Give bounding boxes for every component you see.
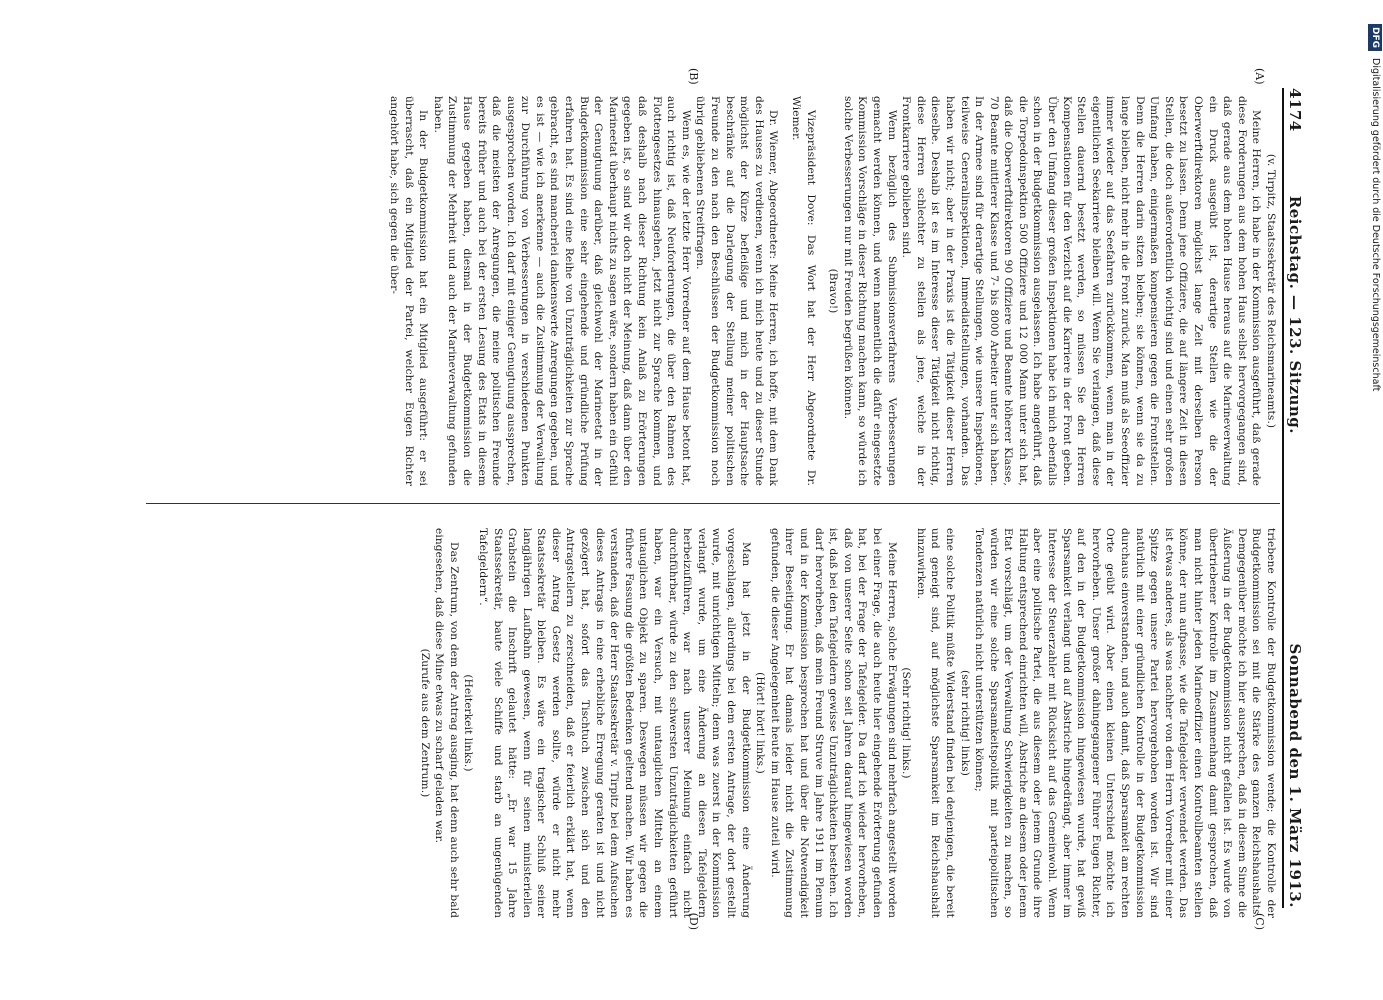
right-column	[417, 528, 1278, 918]
interjection: (Zurufe aus dem Zentrum.)	[418, 648, 431, 798]
page-header	[1286, 88, 1320, 908]
paragraph: Wenn bezüglich des Submissionsverfahrens Verbesserungen gemacht werden können, und wenn namentlich die dafür eingesetzte Kommission Vorschläge in dieser Richtung machen kann, so würde ich solche Verbesserungen nur mit Freuden begrüßen können.	[841, 96, 898, 486]
paragraph: eine solche Politik müßte Widerstand finden bei denjenigen, die bereit und geneigt sind, auf möglichste Sparsamkeit im Reichshaushalt hinzuwirken.	[914, 528, 956, 918]
interjection: (Hört! hört! links.)	[754, 672, 767, 774]
margin-mark-b: (B)	[687, 68, 700, 85]
paragraph: triebene Kontrolle der Budgetkommission wende; die Kontrolle der Budgetkommission sei mit die Stärke des ganzen Reichshaushalts. Demgegenüber möchte ich hier aussprechen, daß in diesem Sinne die Äußerung in der Budgetkommission nicht gefallen ist. Es wurde von übertriebener Kontrolle im Zusammenhang damit gesprochen, daß man nicht hinter jeden Marineoffizier einen Kontrollbeamten stellen könne, der nun aufpasse, wie die Tafelgelder verwendet werden. Das ist etwas anderes, als was nachher von dem Herrn Vorredner mit einer Spitze gegen unsere Partei hervorgehoben worden ist. Wir sind natürlich mit einer gründlichen Kontrolle in der Budgetkommission durchaus einverstanden, und auch damit, daß Sparsamkeit am rechten Orte geübt wird. Aber einen kleinen Unterschied möchte ich hervorheben. Unser großer dahingegangener Führer Eugen Richter, auf den in der Budgetkommission hingewiesen wurde, hat gewiß Sparsamkeit verlangt und auf Abstriche hingedrängt, aber immer im Interesse der Steuerzahler mit Rücksicht auf das Gemeinwohl. Wenn aber eine politische Partei, die aus diesem oder jenem Grunde ihre Haltung entsprechend einrichten will, Abstriche an diesem oder jenem Etat vorschlägt, um der Verwaltung Schwierigkeiten zu machen, so würden wir eine solche Sparsamkeitspolitik mit parteipolitischen Tendenzen natürlich nicht unterstützen können;	[973, 528, 1277, 918]
document-page	[50, 48, 1320, 948]
margin-mark-a: (A)	[1253, 68, 1266, 85]
column-divider	[146, 503, 1280, 504]
interjection: (Bravo!)	[827, 268, 840, 314]
paragraph: In der Budgetkommission hat ein Mitglied ausgeführt: er sei überrascht, daß ein Mitglied der Partei, welcher Eugen Richter angehört habe, sich gegen die über-	[387, 96, 430, 486]
paragraph: Dr. Wiemer, Abgeordneter: Meine Herren, ich hoffe, mit dem Dank des Hauses zu verdienen, wenn ich mich heute und zu dieser Stunde möglichst der Kürze befleißige und mich in der Hauptsache beschränke auf die Darlegung der Stellung meiner politischen Freunde zu den nach den Beschlüssen der Budgetkommission noch übrig gebliebenen Streitfragen.	[694, 96, 780, 486]
interjection: (Heiterkeit links.)	[462, 674, 475, 772]
page-title: Reichstag. — 123. Sitzung.	[1286, 195, 1304, 434]
session-date: Sonnabend den 1. März 1913.	[1286, 643, 1304, 908]
paragraph: Meine Herren, ich habe in der Kommission ausgeführt, daß gerade diese Forderungen aus dem hohen Haus selbst hervorgegangen sind, daß gerade aus dem hohen Hause heraus auf die Marineverwaltung ein Druck ausgeübt ist, derartige Stellen wie die der Oberwerftdirektoren möglichst lange Zeit mit derselben Person besetzt zu lassen. Denn jene Offiziere, die auf längere Zeit in diesen Stellen, die doch außerordentlich wichtig sind und einen sehr großen Umfang haben, einigermaßen kompensieren gegen die Frontstellen. Denn die Herren darin sitzen bleiben; sie können, wenn sie da zu lange bleiben, nicht mehr in die Front zurück. Man muß als Seeoffizier immer wieder auf das Seefahren zurückkommen, wenn man in der eigentlichen Seekarriere bleiben will. Wenn Sie verlangen, daß diese Stellen dauernd besetzt werden, so müssen Sie den Herren Kompensationen für den Verzicht auf die Karriere in der Front geben. Über den Umfang dieser großen Inspektionen habe ich mich ebenfalls schon in der Budgetkommission ausgelassen. Ich habe angeführt, daß die Torpedoinspektion 500 Offiziere und 12 000 Mann unter sich hat, daß die Oberwerftdirektoren 90 Offiziere und Beamte höherer Klasse, 70 Beamte mittlerer Klasse und 7- bis 8000 Arbeiter unter sich haben. In der Armee sind für derartige Stellungen, wie unsere Inspektionen, teilweise Generalinspektionen, Immediatstellungen, vorhanden. Das haben wir nicht; aber in der Praxis ist die Tätigkeit dieser Herren dieselbe. Deshalb ist es im Interesse dieser Tätigkeit nicht richtig, diese Herren schlechter zu stellen als jene, welche in der Frontkarriere geblieben sind.	[900, 96, 1263, 486]
margin-mark-d: (D)	[687, 912, 700, 930]
margin-mark-c: (C)	[1253, 913, 1266, 930]
dfg-logo-badge: DFG	[1368, 24, 1382, 51]
left-column	[386, 96, 1278, 486]
speaker-heading: (v. Tirpitz, Staatssekretär des Reichsmarineamts.)	[1265, 153, 1277, 429]
paragraph: Das Zentrum, von dem der Antrag ausging, hat denn auch sehr bald eingesehen, daß diese Mine etwas zu scharf geladen war.	[433, 528, 460, 918]
credit-text: Digitalisierung gefördert durch die Deutsche Forschungsgemeinschaft	[1370, 58, 1381, 392]
rotated-page-container	[50, 48, 1320, 948]
vice-president-note: Vizepräsident Dove: Das Wort hat der Herr Abgeordnete Dr. Wiemer.	[790, 96, 817, 486]
digitization-credit	[1368, 24, 1382, 974]
paragraph: Meine Herren, solche Erwägungen sind mehrfach angestellt worden bei einer Frage, die auch heute hier eingehende Erörterung gefunden hat, bei der Frage der Tafelgelder. Da darf ich wieder hervorheben, daß von unserer Seite schon seit Jahren darauf hingewiesen worden ist, daß bei den Tafelgeldern gewisse Unzuträglichkeiten bestehen. Ich darf hervorheben, daß mein Freund Struve im Jahre 1911 im Plenum und in der Kommission besprochen hat und über die Notwendigkeit ihrer Beseitigung. Er hat damals leider nicht die Zustimmung gefunden, die dieser Angelegenheit heute im Hause zuteil wird.	[768, 528, 898, 918]
interjection: (Sehr richtig! links.)	[900, 667, 913, 779]
interjection: (sehr richtig! links)	[958, 669, 971, 777]
header-rule	[1282, 88, 1284, 908]
paragraph: Man hat jetzt in der Budgetkommission eine Änderung vorgeschlagen, allerdings bei dem ersten Antrage, der dort gestellt wurde, mit unrichtigen Mitteln; denn was zuerst in der Kommission verlangt wurde, um eine Änderung an diesen Tafelgeldern herbeizuführen, war nach unserer Meinung einfach nicht durchführbar, würde zu den schwersten Unzuträglichkeiten geführt haben, war ein Versuch, mit untauglichen Mitteln an einem untauglichen Objekt zu sparen. Deswegen müssen wir gegen die frühere Fassung die größten Bedenken geltend machen. Wir haben es verstanden, daß der Herr Staatssekretär v. Tirpitz bei dem Aufsuchen dieses Antrags in eine erhebliche Erregung geraten ist und nicht gezögert hat, sofort das Tischtuch zwischen sich und den Antragstellern zu zerschneiden, daß er feierlich erklärt hat, wenn dieser Antrag Gesetz werden sollte, würde er nicht mehr Staatssekretär bleiben. Es wäre ein tragischer Schluß seiner langjährigen Laufbahn gewesen, wenn für seinen ministeriellen Grabstein die Inschrift gelautet hätte: „Er war 15 Jahre Staatssekretär, baute viele Schiffe und starb an ungenügenden Tafelgeldern“.	[476, 528, 752, 918]
page-number: 4174	[1286, 88, 1304, 132]
paragraph: Wenn es, wie der letzte Herr Vorredner auf dem Hause betont hat, auch richtig ist, daß Neuforderungen, die über den Rahmen des Flottengesetzes hinausgehen, jetzt nicht zur Sprache kommen, und daß deshalb nach dieser Richtung kein Anlaß zu Erörterungen gegeben ist, so sind wir doch nicht der Meinung, daß dann über den Marineetat überhaupt nichts zu sagen wäre, sondern haben ein Gefühl der Genugtuung darüber, daß gleichwohl der Marineetat in der Budgetkommission eine sehr eingehende und gründliche Prüfung erfahren hat. Es sind eine Reihe von Unzuträglichkeiten zur Sprache gebracht, es sind mancherlei dankenswerte Anregungen gegeben, und es ist — wie ich anerkenne — auch die Zustimmung der Verwaltung zur Durchführung von Verbesserungen in verschiedenen Punkten ausgesprochen worden. Ich darf mit einiger Genugtuung aussprechen, daß die meisten der Anregungen, die meine politischen Freunde bereits früher und auch bei der ersten Lesung des Etats in diesem Hause gegeben haben, diesmal in der Budgetkommission die Zustimmung der Mehrheit und auch der Marineverwaltung gefunden haben.	[431, 96, 692, 486]
